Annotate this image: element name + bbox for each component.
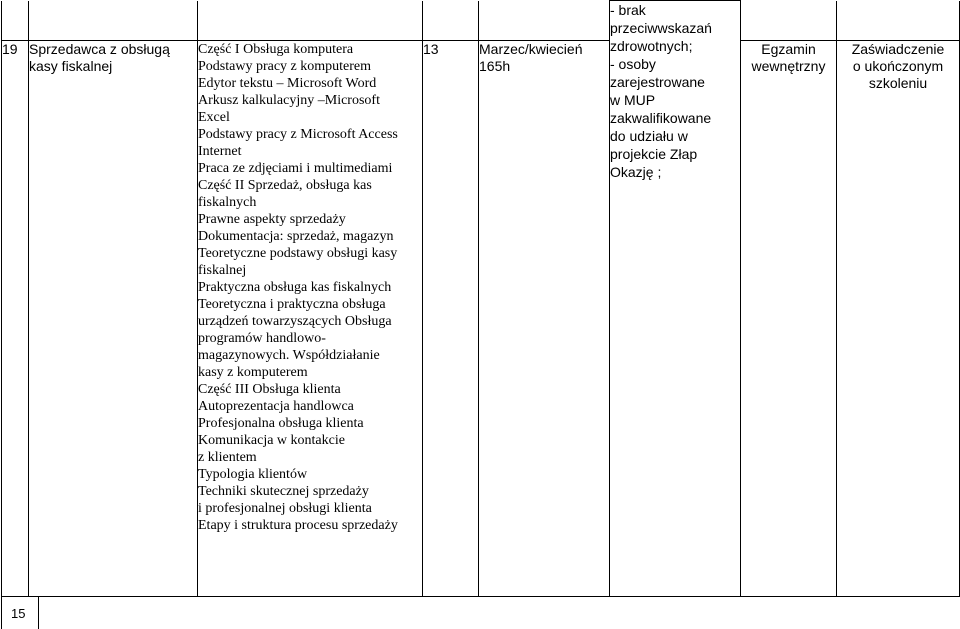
table-top-row <box>2 1 960 41</box>
program-line: Excel <box>198 109 230 125</box>
program-line: Praktyczna obsługa kas fiskalnych <box>198 279 392 295</box>
term-line: Marzec/kwiecień <box>479 40 583 57</box>
term-line: 165h <box>479 57 511 74</box>
participants-count: 13 <box>423 40 439 57</box>
top-cell-program <box>198 1 423 41</box>
program-line: Część II Sprzedaż, obsługa kas <box>198 177 372 193</box>
requirements-line: zarejestrowane <box>610 74 705 90</box>
program-line: Podstawy pracy z Microsoft Access <box>198 126 398 142</box>
program-line: Arkusz kalkulacyjny –Microsoft <box>198 92 380 108</box>
program-line: fiskalnej <box>198 262 247 278</box>
requirements-line: zdrowotnych; <box>610 38 693 54</box>
course-name-cell <box>29 40 198 597</box>
program-line: Teoretyczne podstawy obsługi kasy <box>198 245 398 261</box>
top-cell-certificate <box>837 1 960 41</box>
program-line: Podstawy pracy z komputerem <box>198 58 372 74</box>
exam-line: Egzamin <box>761 40 816 57</box>
program-line: Komunikacja w kontakcie <box>198 432 345 448</box>
program-cell <box>198 40 423 597</box>
top-cell-name <box>29 1 198 41</box>
requirements-line: przeciwwskazań <box>610 20 712 36</box>
program-line: fiskalnych <box>198 194 257 210</box>
program-line: kasy z komputerem <box>198 364 308 380</box>
row-number: 19 <box>2 40 18 57</box>
top-cell-number <box>2 1 29 41</box>
exam-cell <box>741 40 837 597</box>
requirements-line: w MUP <box>610 92 656 108</box>
program-line: i profesjonalnej obsługi klienta <box>198 500 372 516</box>
top-cell-participants <box>423 1 479 41</box>
program-line: Edytor tekstu – Microsoft Word <box>198 75 377 91</box>
top-cell-exam <box>741 1 837 41</box>
program-line: Dokumentacja: sprzedaż, magazyn <box>198 228 394 244</box>
program-line: urządzeń towarzyszących Obsługa <box>198 313 392 329</box>
program-line: programów handlowo- <box>198 330 326 346</box>
requirements-line: - osoby <box>610 56 656 72</box>
certificate-line: o ukończonym <box>852 57 944 74</box>
program-line: Techniki skutecznej sprzedaży <box>198 483 369 499</box>
program-line: Internet <box>198 143 242 159</box>
program-line: magazynowych. Współdziałanie <box>198 347 380 363</box>
term-cell <box>479 40 610 597</box>
program-line: Część III Obsługa klienta <box>198 381 341 397</box>
certificate-line: Zaświadczenie <box>851 40 945 57</box>
certificate-line: szkoleniu <box>868 74 928 91</box>
program-line: Typologia klientów <box>198 466 308 482</box>
requirements-cell <box>610 1 741 597</box>
requirements-line: do udziału w <box>610 128 688 144</box>
table-row <box>2 40 960 597</box>
program-line: z klientem <box>198 449 257 465</box>
certificate-cell <box>837 40 960 597</box>
course-name-line: kasy fiskalnej <box>29 57 113 74</box>
requirements-line: Okazję ; <box>610 164 662 180</box>
program-line: Etapy i struktura procesu sprzedaży <box>198 517 398 533</box>
program-line: Praca ze zdjęciami i multimediami <box>198 160 393 176</box>
page-number: 15 <box>11 606 26 621</box>
requirements-line: zakwalifikowane <box>610 110 712 126</box>
footer-frame <box>1 597 959 629</box>
requirements-line: projekcie Złap <box>610 146 698 162</box>
program-line: Autoprezentacja handlowca <box>198 398 354 414</box>
program-line: Teoretyczna i praktyczna obsługa <box>198 296 386 312</box>
top-cell-term <box>479 1 610 41</box>
requirements-line: - brak <box>610 2 646 18</box>
exam-line: wewnętrzny <box>751 57 826 74</box>
program-line: Profesjonalna obsługa klienta <box>198 415 364 431</box>
program-line: Prawne aspekty sprzedaży <box>198 211 346 227</box>
participants-cell <box>423 40 479 597</box>
program-line: Część I Obsługa komputera <box>198 41 354 57</box>
training-table <box>1 0 960 597</box>
row-number-cell <box>2 40 29 597</box>
course-name-line: Sprzedawca z obsługą <box>29 40 170 57</box>
